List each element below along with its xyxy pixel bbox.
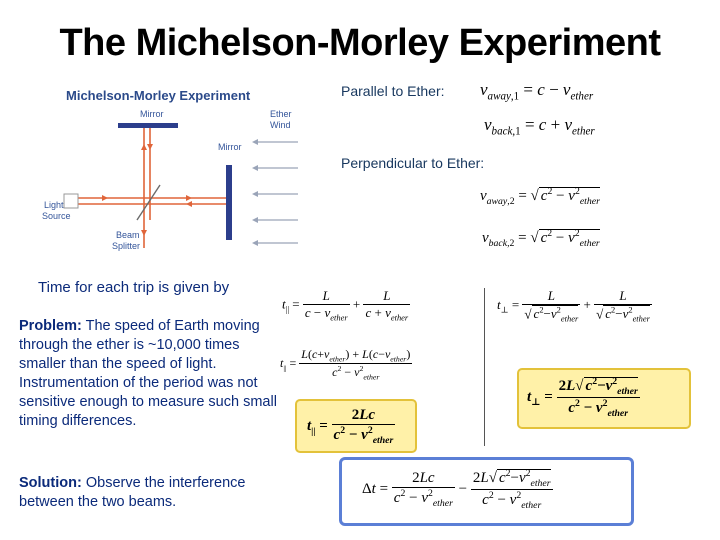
column-divider [484,288,485,446]
splitter-label: Splitter [112,241,141,251]
t-perp-sum-eq: $t_\perp$ = $\frac{L}{√ c^2-v^2_{ether}}$ + $\frac{L}{√ c^2-v^2_{ether}}$ [497,288,650,324]
t-parallel-result-box [295,399,417,453]
source-label: Source [42,211,71,221]
delta-t-box [339,457,634,526]
wind-label: Wind [270,120,291,130]
parallel-label: Parallel to Ether: [341,83,445,99]
v-away-parallel-eq: $v_{away,1} = c - v_{ether}$ [480,80,594,103]
light-label: Light [44,200,64,210]
t-parallel-combined-eq: $t_{||}$ = $\frac{L(c+v_{ether}) + L(c-v_{ether})}{c^2 - v^2_{ether}}$ [280,347,411,382]
v-back-perp-eq: $v_{back,2}$ = √ $c^2 - v^2_{ether}$ [482,228,600,249]
top-mirror [118,123,178,128]
right-mirror-label: Mirror [218,142,242,152]
problem-paragraph [19,317,281,431]
solution-text: Observe the interference between the two beams. [19,475,246,510]
v-away-perp-eq: $v_{away,2}$ = √ $c^2 - v^2_{ether}$ [480,186,600,207]
t-perp-result-box [517,368,691,429]
t-parallel-sum-eq: $t_{||}$ = $\frac{L}{c - v_{ether}}$ + $\frac{L}{c + v_{ether}}$ [282,288,409,323]
t-perp-result-eq: $t_\perp$ = $\frac{2L√ c^2-v^2_{ether}}{c^2 - v^2_{ether}}$ [527,376,638,419]
t-parallel-result-eq: $t_{||}$ = $\frac{2Lc}{c^2 - v^2_{ether}}$ [307,407,394,446]
v-back-parallel-eq: $v_{back,1} = c + v_{ether}$ [484,115,595,138]
problem-label: Problem: [19,318,82,334]
delta-t-eq: Δt = $\frac{2Lc}{c^2 - v^2_{ether}}$ − $\frac{2L√ c^2-v^2_{ether}}{c^2 - v^2_{ether}}$ [362,468,551,511]
light-source [64,194,78,208]
solution-paragraph [19,474,281,512]
ether-label: Ether [270,109,292,119]
beam-label: Beam [116,230,140,240]
page-title: The Michelson-Morley Experiment [59,22,661,64]
time-heading: Time for each trip is given by [38,279,230,296]
diagram-heading: Michelson-Morley Experiment [66,88,251,103]
perpendicular-label: Perpendicular to Ether: [341,155,485,171]
michelson-diagram [36,80,306,260]
problem-text: The speed of Earth moving through the ether is ~10,000 times smaller than the speed of light. Instrumentation of the period was not sensitive enough to measure such small timing differences. [19,318,277,429]
solution-label: Solution: [19,475,82,491]
right-mirror [226,165,232,240]
top-mirror-label: Mirror [140,109,164,119]
